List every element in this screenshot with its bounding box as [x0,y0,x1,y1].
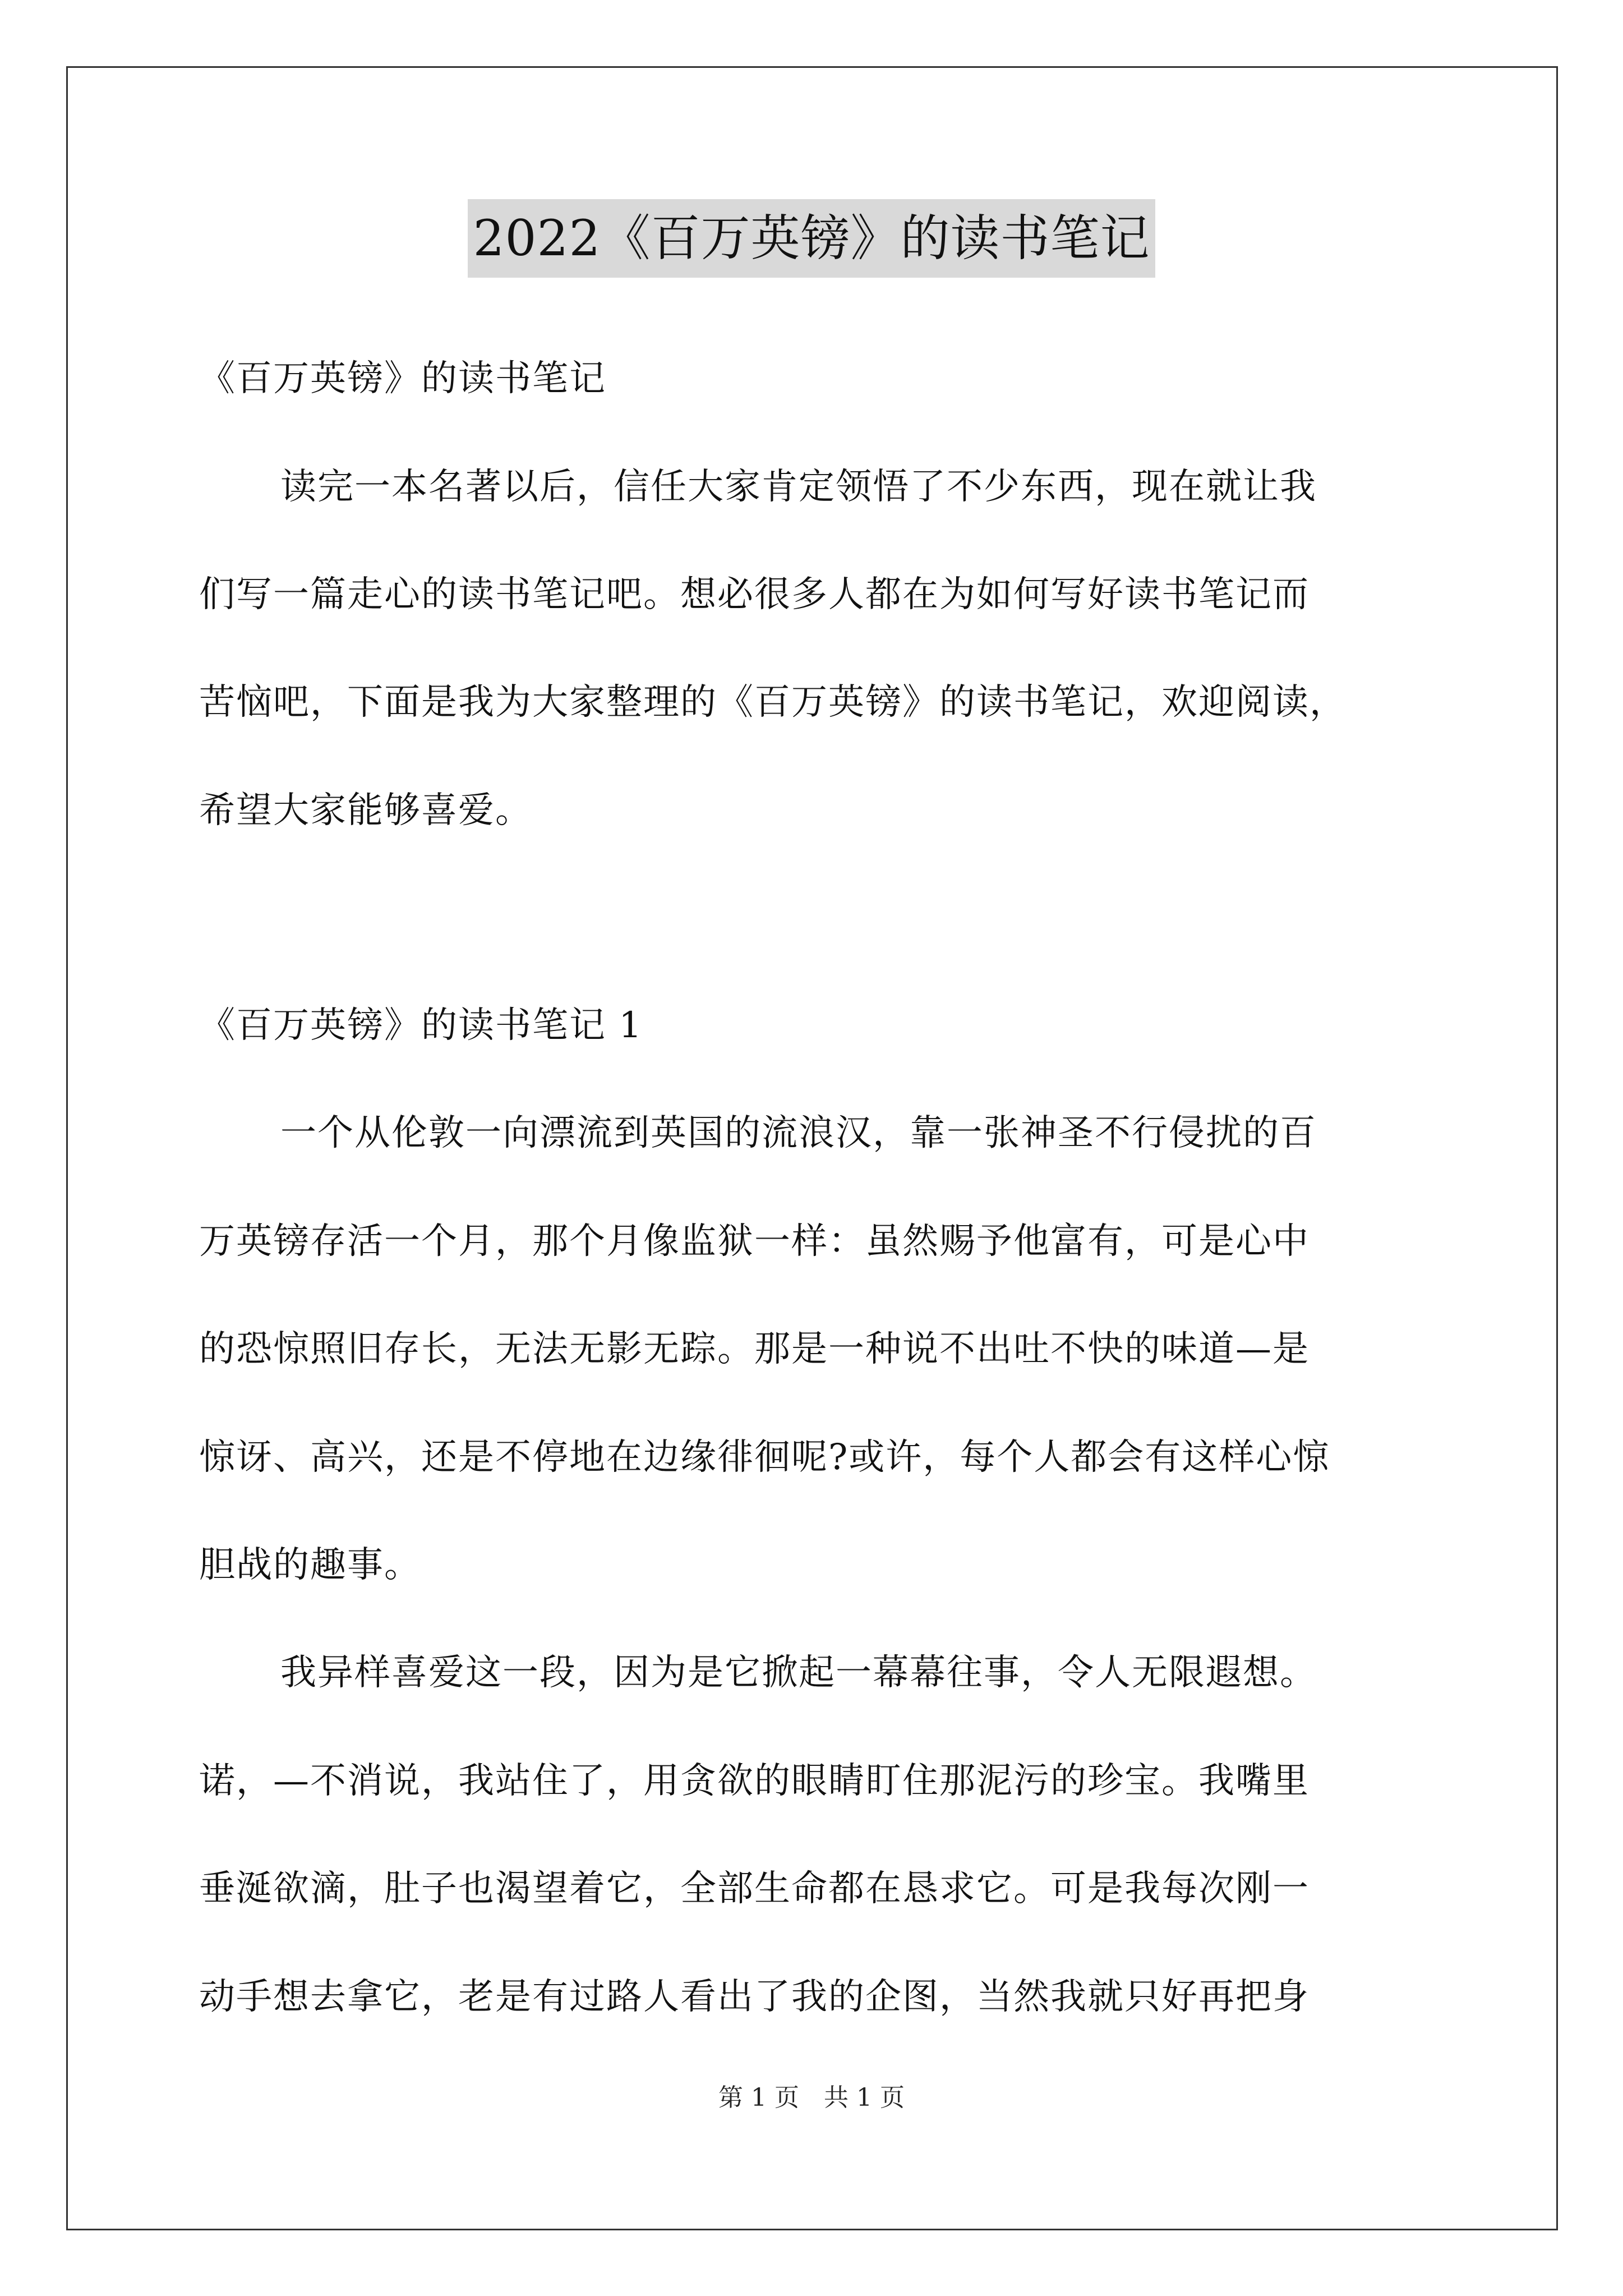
para1-line-3: 的恐惊照旧存长，无法无影无踪。那是一种说不出吐不快的味道—是 [199,1328,1310,1370]
para2-line-3: 垂涎欲滴，肚子也渴望着它，全部生命都在恳求它。可是我每次刚一 [199,1868,1310,1910]
para1-line-1: 一个从伦敦一向漂流到英国的流浪汉，靠一张神圣不行侵扰的百 [280,1112,1317,1154]
intro-line-2: 们写一篇走心的读书笔记吧。想必很多人都在为如何写好读书笔记而 [199,574,1310,615]
para1-line-2: 万英镑存活一个月，那个月像监狱一样：虽然赐予他富有，可是心中 [199,1221,1310,1262]
para1-line-4: 惊讶、高兴，还是不停地在边缘徘徊呢?或许，每个人都会有这样心惊 [199,1437,1330,1478]
para2-line-4: 动手想去拿它，老是有过路人看出了我的企图，当然我就只好再把身 [199,1976,1310,2018]
para2-line-1: 我异样喜爱这一段，因为是它掀起一幕幕往事，令人无限遐想。 [280,1652,1317,1694]
intro-line-3: 苦恼吧，下面是我为大家整理的《百万英镑》的读书笔记，欢迎阅读， [199,682,1347,723]
document-title: 2022《百万英镑》的读书笔记 [468,199,1156,278]
title-container [0,199,1623,278]
subtitle: 《百万英镑》的读书笔记 [199,358,606,399]
page-footer: 第 1 页 共 1 页 [718,2083,905,2112]
section-heading: 《百万英镑》的读书笔记 1 [199,1005,643,1046]
intro-line-1: 读完一本名著以后，信任大家肯定领悟了不少东西，现在就让我 [280,466,1317,508]
para1-line-5: 胆战的趣事。 [199,1544,421,1586]
para2-line-2: 诺，—不消说，我站住了，用贪欲的眼睛盯住那泥污的珍宝。我嘴里 [199,1760,1310,1802]
intro-line-4: 希望大家能够喜爱。 [199,790,532,831]
